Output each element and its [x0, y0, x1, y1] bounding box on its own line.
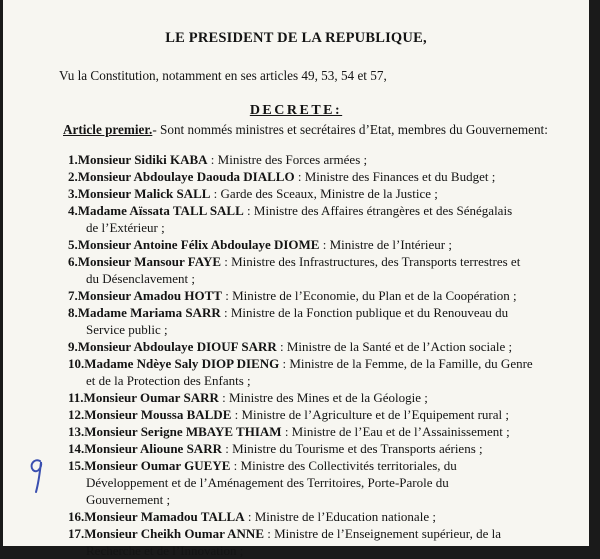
minister-role-continued: Service public ; — [86, 322, 168, 337]
item-number: 13. — [68, 424, 85, 439]
minister-name: Monsieur Antoine Félix Abdoulaye DIOME — [77, 237, 320, 252]
article-text: - Sont nommés ministres et secrétaires d’Etat, membres du Gouvernement: — [152, 122, 548, 137]
minister-role: : Ministre de l’Education nationale ; — [244, 509, 436, 524]
minister-item-3 — [68, 185, 548, 202]
item-number: 3. — [68, 186, 78, 201]
minister-role-continued: de l’Extérieur ; — [86, 220, 165, 235]
minister-role: : Ministre de la Femme, de la Famille, du Genre — [279, 356, 533, 371]
minister-name: Monsieur Mamadou TALLA — [84, 509, 245, 524]
document-page — [3, 0, 589, 558]
minister-role: : Ministre de l’Agriculture et de l’Equipement rural ; — [231, 407, 509, 422]
minister-item-7 — [68, 287, 548, 304]
minister-item-14 — [68, 440, 548, 457]
preamble-text: Vu la Constitution, notamment en ses articles 49, 53, 54 et 57, — [59, 68, 387, 83]
handwritten-annotation-mark — [25, 455, 49, 495]
minister-item-8 — [68, 304, 548, 338]
decree-heading: DECRETE: — [249, 103, 343, 118]
minister-item-1 — [68, 151, 548, 168]
item-number: 12. — [68, 407, 85, 422]
minister-role: : Garde des Sceaux, Ministre de la Justice ; — [210, 186, 438, 201]
minister-role: : Ministre des Infrastructures, des Transports terrestres et — [221, 254, 521, 269]
minister-item-16 — [68, 508, 548, 525]
minister-item-10 — [68, 355, 548, 389]
item-number: 6. — [68, 254, 78, 269]
minister-role: : Ministre de l’Enseignement supérieur, de la — [264, 526, 502, 541]
minister-name: Monsieur Amadou HOTT — [77, 288, 222, 303]
minister-name: Monsieur Moussa BALDE — [84, 407, 232, 422]
minister-name: Monsieur Serigne MBAYE THIAM — [84, 424, 282, 439]
minister-name: Madame Ndèye Saly DIOP DIENG — [84, 356, 280, 371]
minister-role-continued: Développement et de l’Aménagement des Territoires, Porte-Parole du — [86, 475, 449, 490]
minister-name: Monsieur Oumar SARR — [83, 390, 219, 405]
minister-role-continued: Recherche et de l’Innovation ; — [86, 543, 244, 558]
minister-item-9 — [68, 338, 548, 355]
article-line — [63, 122, 548, 138]
item-number: 15. — [68, 458, 85, 473]
item-number: 16. — [68, 509, 85, 524]
minister-role-continued: du Désenclavement ; — [86, 271, 196, 286]
minister-role: : Ministre des Mines et de la Géologie ; — [218, 390, 428, 405]
minister-role: : Ministre des Forces armées ; — [207, 152, 368, 167]
minister-name: Monsieur Abdoulaye Daouda DIALLO — [77, 169, 295, 184]
minister-role-continued: et de la Protection des Enfants ; — [86, 373, 251, 388]
item-number: 4. — [68, 203, 78, 218]
minister-item-13 — [68, 423, 548, 440]
minister-item-4 — [68, 202, 548, 236]
item-number: 10. — [68, 356, 85, 371]
item-number: 11. — [68, 390, 84, 405]
minister-item-15 — [68, 457, 548, 508]
minister-name: Madame Aïssata TALL SALL — [77, 203, 244, 218]
item-number: 9. — [68, 339, 78, 354]
minister-role: : Ministre des Affaires étrangères et des Sénégalais — [243, 203, 513, 218]
minister-role: : Ministre de l’Economie, du Plan et de la Coopération ; — [221, 288, 517, 303]
minister-name: Madame Mariama SARR — [77, 305, 221, 320]
minister-role: : Ministre des Collectivités territoriales, du — [230, 458, 457, 473]
minister-item-5 — [68, 236, 548, 253]
item-number: 7. — [68, 288, 78, 303]
item-number: 1. — [68, 152, 78, 167]
minister-name: Monsieur Alioune SARR — [84, 441, 222, 456]
minister-role: : Ministre de l’Eau et de l’Assainissement ; — [281, 424, 510, 439]
minister-role: : Ministre de l’Intérieur ; — [319, 237, 452, 252]
minister-name: Monsieur Abdoulaye DIOUF SARR — [77, 339, 277, 354]
minister-role: : Ministre de la Santé et de l’Action sociale ; — [276, 339, 513, 354]
minister-item-12 — [68, 406, 548, 423]
item-number: 2. — [68, 169, 78, 184]
item-number: 5. — [68, 237, 78, 252]
minister-name: Monsieur Sidiki KABA — [77, 152, 208, 167]
item-number: 8. — [68, 305, 78, 320]
item-number: 14. — [68, 441, 85, 456]
item-number: 17. — [68, 526, 85, 541]
minister-item-6 — [68, 253, 548, 287]
minister-item-2 — [68, 168, 548, 185]
minister-name: Monsieur Cheikh Oumar ANNE — [84, 526, 264, 541]
minister-item-17 — [68, 525, 548, 559]
article-label: Article premier. — [63, 122, 153, 137]
minister-role: : Ministre des Finances et du Budget ; — [294, 169, 496, 184]
minister-name: Monsieur Malick SALL — [77, 186, 211, 201]
minister-item-11 — [68, 389, 548, 406]
minister-role: : Ministre de la Fonction publique et du Renouveau du — [220, 305, 509, 320]
minister-role-continued: Gouvernement ; — [86, 492, 171, 507]
document-title: LE PRESIDENT DE LA REPUBLIQUE, — [165, 30, 427, 46]
minister-name: Monsieur Oumar GUEYE — [84, 458, 231, 473]
minister-name: Monsieur Mansour FAYE — [77, 254, 222, 269]
minister-role: : Ministre du Tourisme et des Transports aériens ; — [221, 441, 483, 456]
